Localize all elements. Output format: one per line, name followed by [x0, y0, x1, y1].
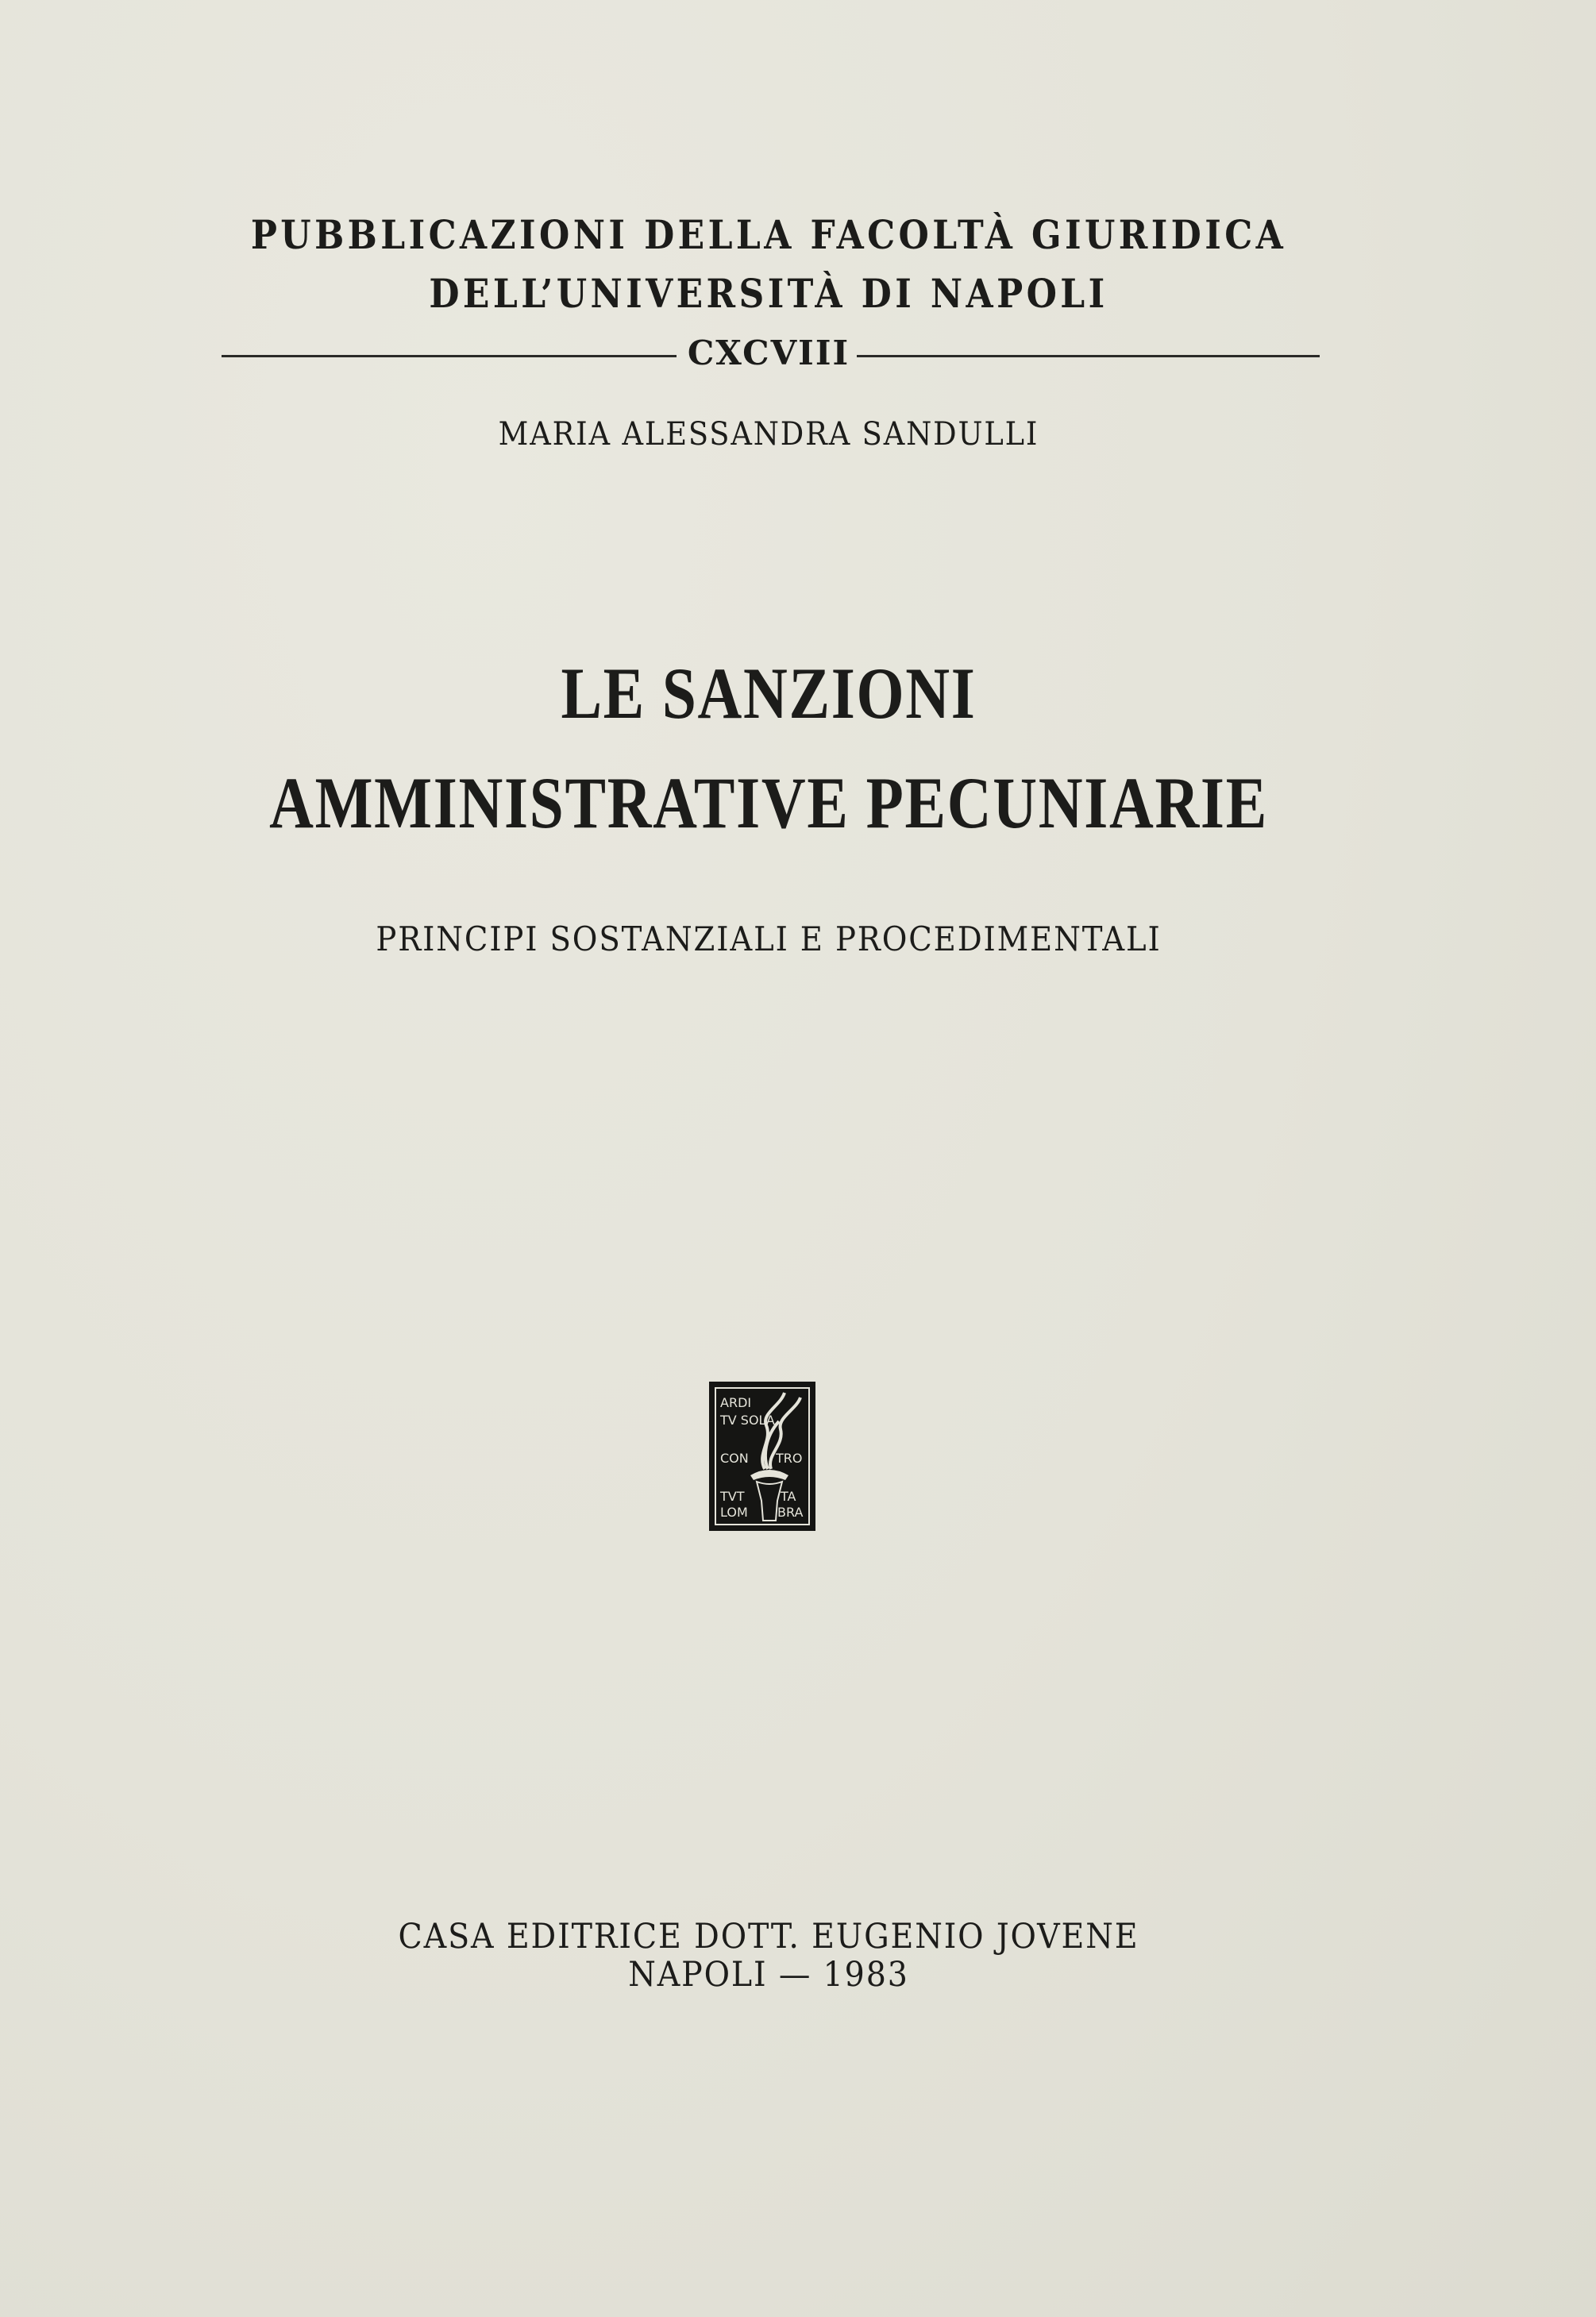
divider-right	[857, 355, 1320, 357]
book-title-line-1: LE SANZIONI	[561, 653, 977, 734]
author-name: MARIA ALESSANDRA SANDULLI	[498, 416, 1039, 453]
emblem-text-5: TVT	[720, 1489, 745, 1504]
series-number: CXCVIII	[687, 333, 850, 372]
emblem-text-3: CON	[720, 1451, 749, 1466]
emblem-text-4: TRO	[776, 1451, 803, 1466]
book-title-line-2: AMMINISTRATIVE PECUNIARIE	[269, 762, 1268, 843]
book-subtitle: PRINCIPI SOSTANZIALI E PROCEDIMENTALI	[376, 919, 1162, 958]
publisher-name: CASA EDITRICE DOTT. EUGENIO JOVENE	[398, 1917, 1139, 1957]
emblem-text-8: BRA	[777, 1505, 804, 1520]
emblem-text-6: TA	[781, 1489, 796, 1504]
emblem-text-7: LOM	[720, 1505, 748, 1520]
emblem-text-1: ARDI	[720, 1395, 752, 1410]
publisher-emblem-logo	[709, 1382, 815, 1531]
publication-place-year: NAPOLI — 1983	[628, 1955, 909, 1995]
series-title-line-2: DELL’UNIVERSITÀ DI NAPOLI	[429, 270, 1108, 317]
series-title-line-1: PUBBLICAZIONI DELLA FACOLTÀ GIURIDICA	[250, 211, 1287, 258]
emblem-text-2: TV SOLA	[720, 1413, 775, 1428]
